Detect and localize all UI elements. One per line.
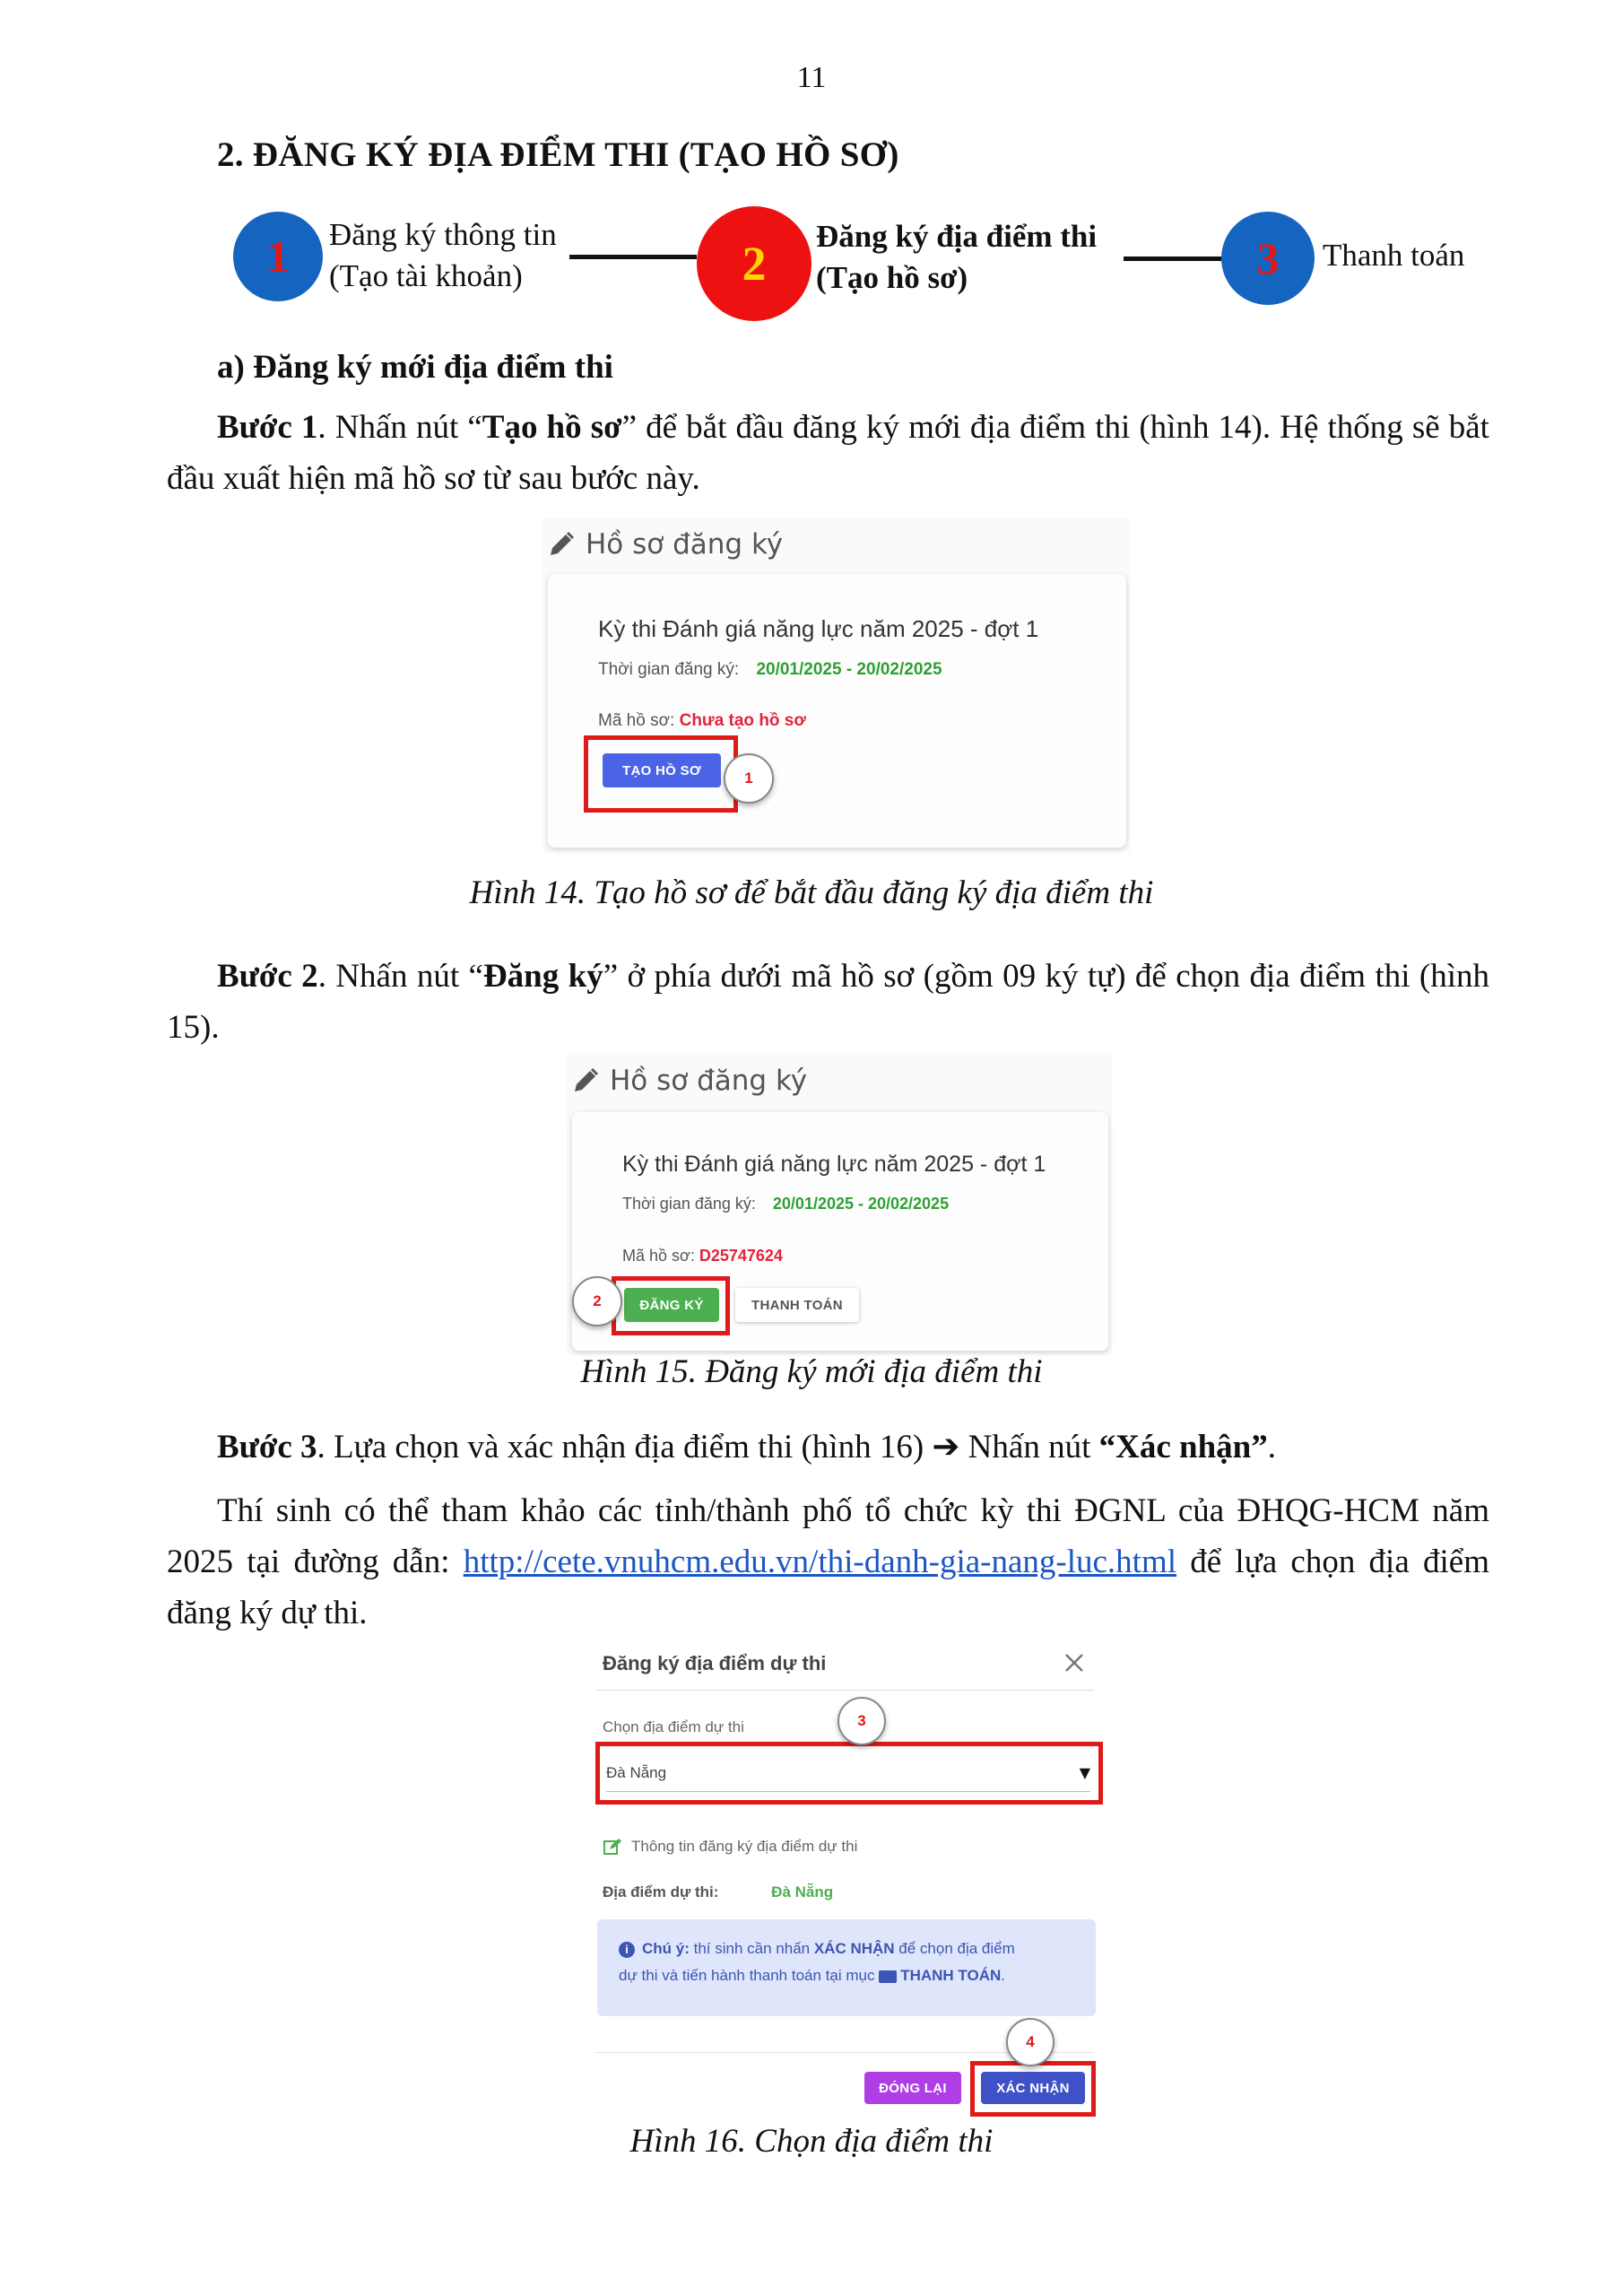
subheading-new-registration: a) Đăng ký mới địa điểm thi	[217, 349, 613, 386]
profile-code	[598, 711, 806, 731]
step-marker-4: 4	[1006, 2018, 1055, 2066]
profile-code-value: Chưa tạo hồ sơ	[679, 711, 806, 730]
info-icon: i	[619, 1942, 635, 1958]
exam-title: Kỳ thi Đánh giá năng lực năm 2025 - đợt 1	[622, 1152, 1046, 1177]
step-3-text-b: Nhấn nút	[959, 1429, 1099, 1465]
step-2-line2: (Tạo hồ sơ)	[816, 260, 968, 295]
profile-code-label: Mã hồ sơ:	[622, 1247, 695, 1265]
card-icon	[879, 1970, 897, 1983]
location-label: Địa điểm dự thi:	[603, 1883, 719, 1900]
step-connector-2	[1124, 257, 1222, 261]
exam-title: Kỳ thi Đánh giá năng lực năm 2025 - đợt 1	[598, 615, 1039, 642]
step-1-text-b: ” để bắt đầu đăng ký mới địa điểm thi (hình 14). Hệ thống sẽ bắt đầu xuất hiện mã hồ sơ từ sau bước này.	[167, 409, 1489, 497]
pencil-icon	[546, 529, 577, 560]
profile-header	[546, 522, 783, 567]
exam-card	[572, 1112, 1108, 1351]
close-button[interactable]: ĐÓNG LẠI	[864, 2072, 961, 2104]
step-3-number: 3	[1256, 233, 1280, 283]
figure-16-caption: Hình 16. Chọn địa điểm thi	[629, 2123, 994, 2160]
reference-text-b: để lựa chọn địa điểm đăng ký dự thi.	[167, 1544, 1489, 1631]
note-text	[619, 1935, 1085, 1989]
step-3-circle	[1221, 212, 1315, 305]
step-marker-2: 2	[572, 1276, 622, 1326]
profile-header	[570, 1058, 807, 1103]
step-1-paragraph	[167, 402, 1489, 504]
step-3-label	[1323, 235, 1502, 276]
reference-text-a: Thí sinh có thể tham khảo các tỉnh/thành phố tổ chức kỳ thi ĐGNL của ĐHQG-HCM năm 2025 tại đường dẫn:	[167, 1492, 1489, 1580]
registration-period-value: 20/01/2025 - 20/02/2025	[756, 660, 942, 679]
profile-header-text: Hồ sơ đăng ký	[610, 1065, 808, 1097]
step-3-label-text: Bước 3	[217, 1429, 317, 1465]
figure-14-caption: Hình 14. Tạo hồ sơ để bắt đầu đăng ký địa điểm thi	[469, 874, 1154, 911]
step-2-bold: Đăng ký	[482, 958, 603, 995]
figure-16-modal	[588, 1634, 1101, 2109]
note-text-a: thí sinh cần nhấn	[689, 1940, 814, 1957]
profile-header-text: Hồ sơ đăng ký	[586, 528, 784, 561]
modal-title: Đăng ký địa điểm dự thi	[603, 1652, 827, 1674]
reference-paragraph	[167, 1485, 1489, 1639]
note-pay: THANH TOÁN	[900, 1967, 1002, 1984]
edit-icon	[603, 1837, 622, 1857]
payment-button[interactable]: THANH TOÁN	[735, 1288, 859, 1322]
step-3-text-c: .	[1267, 1429, 1276, 1465]
page-number: 11	[796, 61, 827, 94]
note-text-c: dự thi và tiến hành thanh toán tại mục	[619, 1967, 880, 1984]
note-line-2	[619, 1962, 1085, 1989]
step-marker-1: 1	[724, 753, 774, 804]
section-title: 2. ĐĂNG KÝ ĐỊA ĐIỂM THI (TẠO HỒ SƠ)	[217, 135, 899, 174]
step-1-line2: (Tạo tài khoản)	[329, 258, 523, 293]
step-1-label	[329, 214, 589, 297]
figure-15-caption: Hình 15. Đăng ký mới địa điểm thi	[580, 1353, 1043, 1390]
step-2-number: 2	[742, 237, 767, 291]
confirm-button[interactable]: XÁC NHẬN	[981, 2072, 1085, 2104]
exam-card	[548, 574, 1126, 848]
reference-link[interactable]: http://cete.vnuhcm.edu.vn/thi-danh-gia-nang-luc.html	[463, 1544, 1177, 1580]
profile-code-value: D25747624	[699, 1247, 783, 1265]
registration-period-label: Thời gian đăng ký:	[622, 1195, 756, 1213]
note-text-b: để chọn địa điểm	[894, 1940, 1015, 1957]
step-1-line1: Đăng ký thông tin	[329, 217, 557, 252]
step-3-bold: “Xác nhận”	[1098, 1429, 1268, 1465]
select-label: Chọn địa điểm dự thi	[603, 1718, 744, 1735]
step-2-paragraph	[167, 951, 1489, 1053]
note-confirm: XÁC NHẬN	[813, 1940, 895, 1957]
location-select-value: Đà Nẵng	[606, 1763, 667, 1781]
location-value: Đà Nẵng	[771, 1883, 834, 1900]
note-box	[597, 1919, 1096, 2016]
profile-code-label: Mã hồ sơ:	[598, 711, 675, 730]
step-2-label	[816, 216, 1139, 299]
note-bold: Chú ý:	[642, 1940, 690, 1957]
step-1-text-a: . Nhấn nút “	[317, 409, 482, 446]
modal-divider	[595, 1690, 1094, 1691]
step-2-text-a: . Nhấn nút “	[317, 958, 483, 995]
step-2-text-b: ” ở phía dưới mã hồ sơ (gồm 09 ký tự) để chọn địa điểm thi (hình 15).	[167, 958, 1490, 1046]
create-profile-button[interactable]: TẠO HỒ SƠ	[603, 753, 721, 787]
registration-period	[598, 660, 942, 680]
register-button[interactable]: ĐĂNG KÝ	[624, 1288, 719, 1322]
figure-14-screenshot	[542, 518, 1130, 852]
arrow-icon: ➔	[932, 1427, 960, 1465]
info-header	[603, 1837, 857, 1857]
profile-code	[622, 1247, 783, 1265]
registration-period	[622, 1195, 949, 1213]
location-select[interactable]	[606, 1754, 1090, 1792]
step-1-circle	[233, 212, 323, 301]
step-progress	[229, 202, 1547, 309]
step-3-line1: Thanh toán	[1323, 238, 1465, 273]
step-2-line1: Đăng ký địa điểm thi	[816, 219, 1098, 254]
step-1-bold: Tạo hồ sơ	[482, 409, 622, 446]
figure-15-screenshot	[567, 1055, 1112, 1354]
step-2-label-text: Bước 2	[217, 958, 318, 995]
registration-period-value: 20/01/2025 - 20/02/2025	[772, 1195, 950, 1213]
step-2-circle	[697, 206, 812, 321]
step-1-number: 1	[266, 231, 290, 282]
step-1-label-text: Bước 1	[217, 409, 318, 446]
step-marker-3: 3	[838, 1697, 886, 1745]
pencil-icon	[570, 1065, 601, 1096]
step-3-paragraph	[167, 1421, 1489, 1473]
close-icon[interactable]	[1063, 1652, 1085, 1674]
step-3-text-a: . Lựa chọn và xác nhận địa điểm thi (hình 16)	[317, 1429, 933, 1465]
registration-period-label: Thời gian đăng ký:	[598, 660, 740, 679]
note-text-d: .	[1001, 1967, 1005, 1984]
info-title: Thông tin đăng ký địa điểm dự thi	[631, 1838, 858, 1855]
step-connector-1	[569, 255, 697, 259]
note-line-1	[619, 1935, 1085, 1962]
location-summary	[603, 1883, 833, 1901]
caret-down-icon: ▼	[1079, 1764, 1090, 1781]
